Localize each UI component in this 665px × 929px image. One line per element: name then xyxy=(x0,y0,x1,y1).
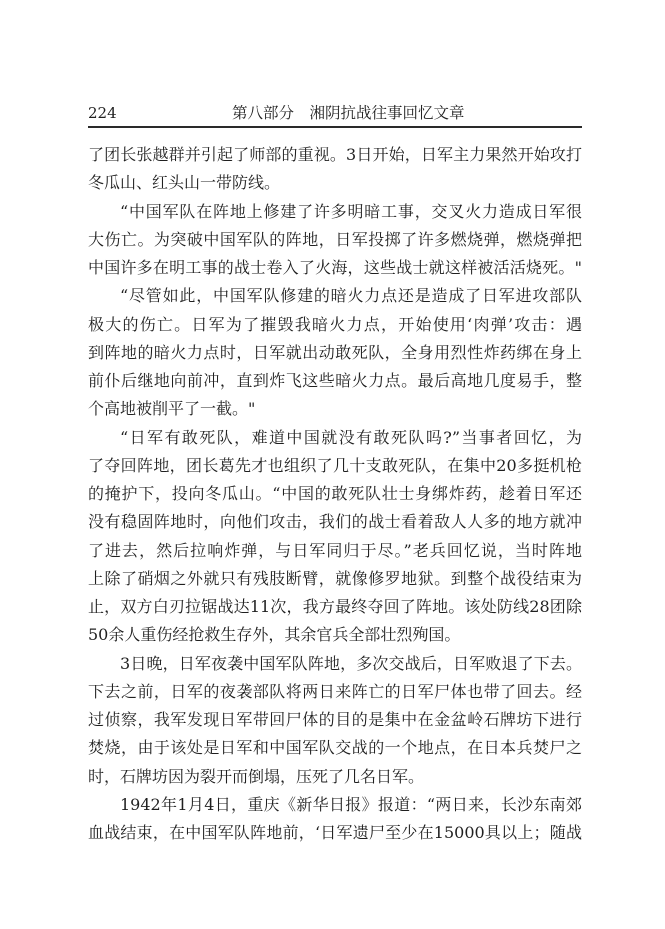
text-line: 止，双方白刃拉锯战达11次，我方最终夺回了阵地。该处防线28团除 xyxy=(88,597,582,616)
text-line: 过侦察，我军发现日军带回尸体的目的是集中在金盆岭石牌坊下进行 xyxy=(88,710,582,729)
page-number: 224 xyxy=(88,104,117,122)
text-line: 下去之前，日军的夜袭部队将两日来阵亡的日军尸体也带了回去。经 xyxy=(88,681,582,701)
text-line: 时，石牌坊因为裂开而倒塌，压死了几名日军。 xyxy=(88,766,425,786)
text-line: 到阵地的暗火力点时，日军就出动敢死队，全身用烈性炸药绑在身上 xyxy=(88,342,582,362)
text-line: 的掩护下，投向冬瓜山。“中国的敢死队壮士身绑炸药，趁着日军还 xyxy=(88,484,582,503)
text-line: 大伤亡。为突破中国军队的阵地，日军投掷了许多燃烧弹，燃烧弹把 xyxy=(88,229,582,249)
paragraph xyxy=(88,198,582,283)
text-line: 50余人重伤经抢救生存外，其余官兵全部壮烈殉国。 xyxy=(88,625,461,645)
paragraph xyxy=(88,791,582,848)
header-rule xyxy=(88,126,582,128)
text-line: 1942年1月4日，重庆《新华日报》报道：“两日来，长沙东南郊 xyxy=(120,794,582,814)
text-line: 3日晚，日军夜袭中国军队阵地，多次交战后，日军败退了下去。 xyxy=(120,653,582,673)
paragraph xyxy=(88,282,582,423)
text-line: “尽管如此，中国军队修建的暗火力点还是造成了日军进攻部队 xyxy=(120,286,582,306)
text-line: 个高地被削平了一截。" xyxy=(88,399,256,419)
text-line: 了夺回阵地，团长葛先才也组织了几十支敢死队，在集中20多挺机枪 xyxy=(88,455,582,475)
text-line: 前仆后继地向前冲，直到炸飞这些暗火力点。最后高地几度易手，整 xyxy=(88,371,582,390)
body-text xyxy=(88,141,582,847)
text-line: 冬瓜山、红头山一带防线。 xyxy=(88,173,281,193)
text-line: 焚烧，由于该处是日军和中国军队交战的一个地点，在日本兵焚尸之 xyxy=(88,738,582,758)
text-line: “日军有敢死队，难道中国就没有敢死队吗?”当事者回忆，为 xyxy=(120,427,582,447)
text-line: 中国许多在明工事的战士卷入了火海，这些战士就这样被活活烧死。" xyxy=(88,258,582,277)
text-line: 上除了硝烟之外就只有残肢断臂，就像修罗地狱。到整个战役结束为 xyxy=(88,568,582,588)
text-line: 血战结束，在中国军队阵地前，‘日军遗尸至少在15000具以上；随战 xyxy=(88,823,582,842)
running-header-title: 第八部分 湘阴抗战往事回忆文章 xyxy=(232,104,465,122)
paragraph xyxy=(88,141,582,198)
paragraph xyxy=(88,650,582,791)
text-line: “中国军队在阵地上修建了许多明暗工事，交叉火力造成日军很 xyxy=(120,201,582,221)
text-line: 了进去，然后拉响炸弹，与日军同归于尽。”老兵回忆说，当时阵地 xyxy=(88,540,582,560)
text-line: 极大的伤亡。日军为了摧毁我暗火力点，开始使用‘肉弹’攻击：遇 xyxy=(88,314,582,334)
text-line: 了团长张越群并引起了师部的重视。3日开始，日军主力果然开始攻打 xyxy=(88,145,582,164)
text-line: 没有稳固阵地时，向他们攻击，我们的战士看着敌人人多的地方就冲 xyxy=(88,512,582,532)
paragraph xyxy=(88,424,582,650)
